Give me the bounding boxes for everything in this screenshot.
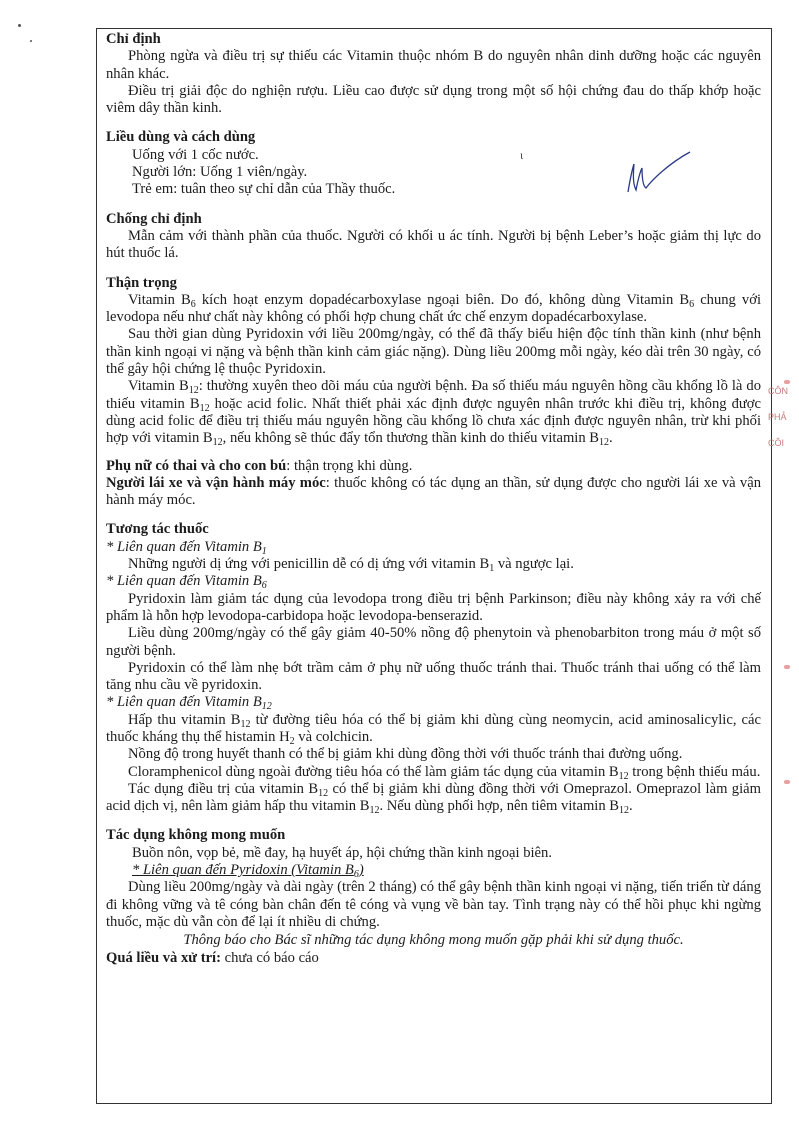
paragraph: Pyridoxin làm giảm tác dụng của levodopa trong điều trị bệnh Parkinson; điều này không xảy ra với chế phẩm là hỗn hợp levodopa-carbidopa hoặc levodopa-benserazid.	[106, 590, 761, 624]
pregnancy-note: Phụ nữ có thai và cho con bú: thận trọng khi dùng.	[106, 457, 413, 474]
subheading-vitamin-b6: * Liên quan đến Vitamin $B_6$	[106, 573, 267, 592]
paragraph: Vitamin $B_{12}$: thường xuyên theo dõi máu của người bệnh. Đa số thiếu máu nguyên hồng cầu khổng lồ là do thiếu vitamin $B_{12}$ hoặc acid folic. Nhất thiết phải xác định được nguyên nhân trước khi điều trị, không được dùng acid folic để điều trị thiếu máu nguyên hồng cầu khổng lồ chưa xác định được nguyên nhân, trừ khi phối hợp với vitamin $B_{12}$, nếu không sẽ thúc đẩy tổn thương thần kinh do thiếu vitamin $B_{12}$.	[106, 378, 761, 449]
paragraph: Mẫn cảm với thành phần của thuốc. Người có khối u ác tính. Người bị bệnh Leber’s hoặc giảm thị lực do hút thuốc lá.	[106, 227, 761, 262]
leaflet-content	[106, 31, 761, 967]
paragraph: Liều dùng 200mg/ngày có thể gây giảm 40-50% nồng độ phenytoin và phenobarbiton trong máu ở một số người bệnh.	[106, 625, 761, 659]
report-notice: Thông báo cho Bác sĩ những tác dụng không mong muốn gặp phải khi sử dụng thuốc.	[183, 932, 684, 949]
subheading-vitamin-b12: * Liên quan đến Vitamin $B_{12}$	[106, 694, 272, 713]
stamp-text: PHẢ	[768, 412, 787, 422]
dosage-line: Uống với 1 cốc nước.	[132, 146, 259, 163]
paragraph: Điều trị giải độc do nghiện rượu. Liều cao được sử dụng trong một số hội chứng đau do thấp khớp hoặc viêm dây thần kinh.	[106, 82, 761, 117]
paragraph: Hấp thu vitamin $B_{12}$ từ đường tiêu hóa có thể bị giảm khi dùng cùng neomycin, acid aminosalicylic, các thuốc kháng thụ thể histamin $H_2$ và colchicin.	[106, 711, 761, 747]
paragraph: Cloramphenicol dùng ngoài đường tiêu hóa có thể làm giảm tác dụng của vitamin $B_{12}$ trong bệnh thiếu máu.	[128, 763, 761, 782]
paragraph: Phòng ngừa và điều trị sự thiếu các Vitamin thuộc nhóm B do nguyên nhân dinh dưỡng hoặc các nguyên nhân khác.	[106, 48, 761, 82]
section-heading-chi-dinh: Chỉ định	[106, 31, 161, 47]
dosage-line: Trẻ em: tuân theo sự chỉ dẫn của Thầy thuốc.	[132, 181, 396, 198]
paragraph: Pyridoxin có thể làm nhẹ bớt trầm cảm ở phụ nữ uống thuốc tránh thai. Thuốc tránh thai uống có thể làm tăng nhu cầu về pyridoxin.	[106, 659, 761, 694]
paragraph: Những người dị ứng với penicillin dễ có dị ứng với vitamin $B_1$ và ngược lại.	[128, 556, 574, 575]
stamp-text: CÔI	[768, 438, 785, 448]
driving-note: Người lái xe và vận hành máy móc: thuốc không có tác dụng an thần, sử dụng được cho người lái xe và vận hành máy móc.	[106, 474, 761, 509]
section-heading-tac-dung-kmm: Tác dụng không mong muốn	[106, 827, 286, 844]
paragraph: Nồng độ trong huyết thanh có thể bị giảm khi dùng đồng thời với thuốc tránh thai đường uống.	[128, 746, 683, 763]
stamp-text: CÔN	[768, 386, 788, 396]
paragraph: Vitamin $B_6$ kích hoạt enzym dopadécarboxylase ngoại biên. Do đó, không dùng Vitamin $B_6$ chung với levodopa nếu như chất này không có phối hợp chung chất ức chế enzym dopadécarboxylase.	[106, 291, 762, 326]
scan-speck	[30, 40, 32, 42]
subheading-pyridoxin: * Liên quan đến Pyridoxin (Vitamin $B_6$)	[132, 862, 364, 881]
paragraph: Sau thời gian dùng Pyridoxin với liều 200mg/ngày, có thể đã thấy biểu hiện độc tính thần kinh (như bệnh thần kinh ngoại vi nặng và bệnh thần kinh cảm giác nặng). Dùng liều 200mg mỗi ngày, kéo dài trên 30 ngày, có thể gây hội chứng lệ thuộc Pyridoxin.	[106, 326, 761, 378]
paragraph: Tác dụng điều trị của vitamin $B_{12}$ có thể bị giảm khi dùng đồng thời với Omeprazol. Omeprazol làm giảm acid dịch vị, nên làm giảm hấp thu vitamin $B_{12}$. Nếu dùng phối hợp, nên tiêm vitamin $B_{12}$.	[106, 780, 761, 817]
stamp-fragment	[784, 780, 790, 784]
stamp-fragment	[784, 380, 790, 384]
section-heading-lieu-dung: Liều dùng và cách dùng	[106, 129, 256, 146]
side-effects-line: Buồn nôn, vọp bẻ, mề đay, hạ huyết áp, hội chứng thần kinh ngoại biên.	[132, 844, 552, 861]
section-heading-tuong-tac: Tương tác thuốc	[106, 521, 209, 538]
overdose-note: Quá liều và xử trí: chưa có báo cáo	[106, 949, 319, 966]
section-heading-chong-chi-dinh: Chống chỉ định	[106, 210, 202, 227]
margin-stamp	[768, 378, 799, 508]
scan-speck	[18, 24, 21, 27]
stamp-fragment	[784, 665, 790, 669]
section-heading-than-trong: Thận trọng	[106, 274, 177, 291]
dosage-line: Người lớn: Uống 1 viên/ngày.	[132, 164, 308, 181]
paragraph: Dùng liều 200mg/ngày và dài ngày (trên 2 tháng) có thể gây bệnh thần kinh ngoại vi nặng, tiến triển từ dáng đi không vững và tê cóng bàn chân đến tê cóng và vụng về bàn tay. Tình trạng này có thể hồi phục khi ngừng thuốc, mặc dù vẫn còn để lại ít nhiều di chứng.	[106, 879, 761, 930]
subheading-vitamin-b1: * Liên quan đến Vitamin $B_1$	[106, 538, 267, 557]
pen-mark: ɩ	[520, 148, 524, 162]
